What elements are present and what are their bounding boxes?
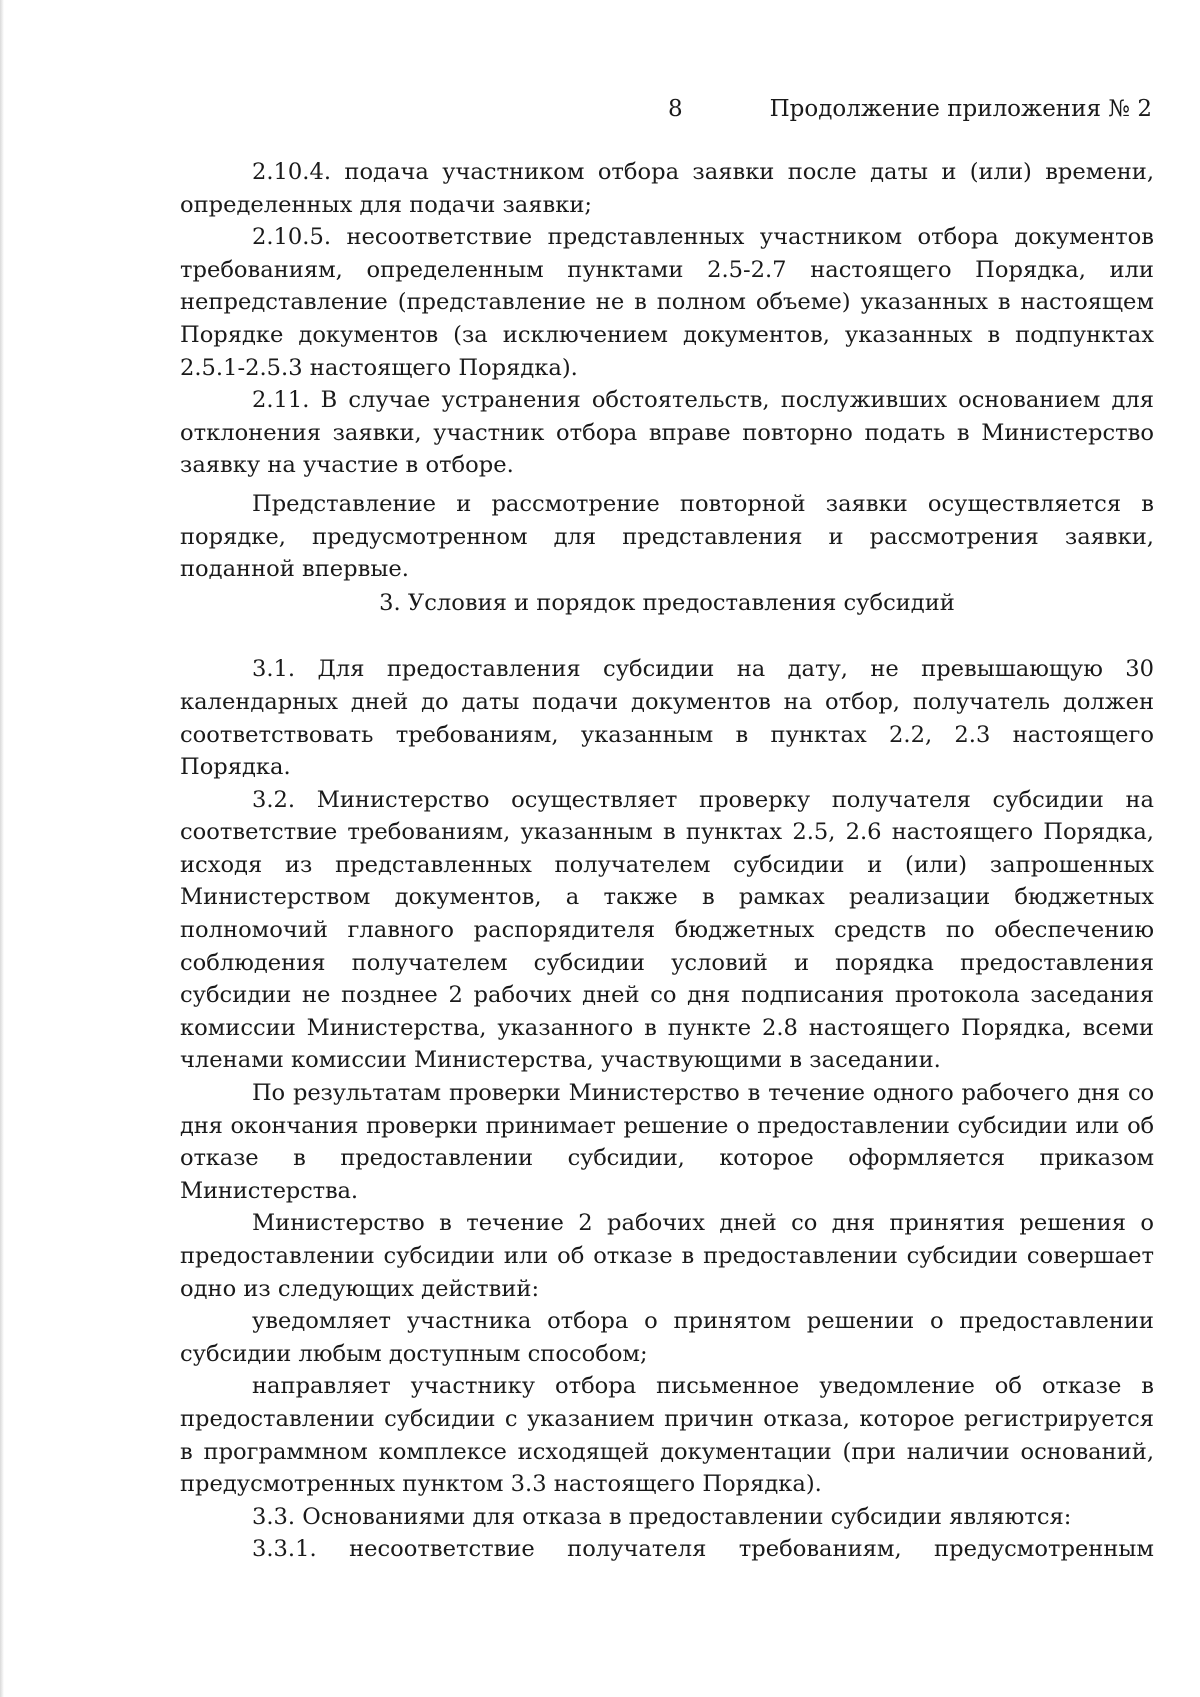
paragraph-notify-decision: уведомляет участника отбора о принятом решении о предоставлении субсидии любым доступным способом; bbox=[180, 1308, 1154, 1367]
paragraph-refusal-notice: направляет участнику отбора письменное уведомление об отказе в предоставлении субсидии с указанием причин отказа, которое регистрируется в программном комплексе исходящей документации (при наличии оснований, предусмотренных пунктом 3.3 настоящего Порядка). bbox=[180, 1373, 1154, 1498]
page-header bbox=[0, 96, 1200, 126]
paragraph-3-3: 3.3. Основаниями для отказа в предоставлении субсидии являются: bbox=[252, 1503, 1072, 1530]
running-title: Продолжение приложения № 2 bbox=[769, 96, 1152, 122]
section-title: 3. Условия и порядок предоставления субсидий bbox=[379, 589, 955, 616]
paragraph-ministry-actions: Министерство в течение 2 рабочих дней со дня принятия решения о предоставлении субсидии или об отказе в предоставлении субсидии совершает одно из следующих действий: bbox=[180, 1210, 1154, 1302]
paragraph-check-results: По результатам проверки Министерство в течение одного рабочего дня со дня окончания проверки принимает решение о предоставлении субсидии или об отказе в предоставлении субсидии, которое оформляется приказом Министерства. bbox=[180, 1080, 1154, 1204]
paragraph-2-11: 2.11. В случае устранения обстоятельств, послуживших основанием для отклонения заявки, участник отбора вправе повторно подать в Министерство заявку на участие в отборе. bbox=[180, 387, 1154, 479]
paragraph-3-3-1: 3.3.1. несоответствие получателя требованиям, предусмотренным bbox=[252, 1536, 1154, 1563]
paragraph-2-10-5: 2.10.5. несоответствие представленных участником отбора документов требованиям, определенным пунктами 2.5-2.7 настоящего Порядка, или непредставление (представление не в полном объеме) указанных в настоящем Порядке документов (за исключением документов, указанных в подпунктах 2.5.1-2.5.3 настоящего Порядка). bbox=[180, 224, 1154, 381]
document-body bbox=[180, 156, 1154, 1566]
paragraph-3-1: 3.1. Для предоставления субсидии на дату, не превышающую 30 календарных дней до даты подачи документов на отбор, получатель должен соответствовать требованиям, указанным в пунктах 2.2, 2.3 настоящего Порядка. bbox=[180, 656, 1154, 781]
paragraph-2-10-4: 2.10.4. подача участником отбора заявки после даты и (или) времени, определенных для подачи заявки; bbox=[180, 159, 1154, 218]
page-number: 8 bbox=[668, 96, 683, 122]
scan-edge-shadow bbox=[0, 0, 4, 1697]
paragraph-3-2: 3.2. Министерство осуществляет проверку получателя субсидии на соответствие требованиям, указанным в пунктах 2.5, 2.6 настоящего Порядка, исходя из представленных получателем субсидии и (или) запрошенных Министерством документов, а также в рамках реализации бюджетных полномочий главного распорядителя бюджетных средств по обеспечению соблюдения получателем субсидии условий и порядка предоставления субсидии не позднее 2 рабочих дней со дня подписания протокола заседания комиссии Министерства, указанного в пункте 2.8 настоящего Порядка, всеми членами комиссии Министерства, участвующими в заседании. bbox=[180, 786, 1154, 1074]
paragraph-resubmission: Представление и рассмотрение повторной заявки осуществляется в порядке, предусмотренном для представления и рассмотрения заявки, поданной впервые. bbox=[180, 490, 1154, 583]
